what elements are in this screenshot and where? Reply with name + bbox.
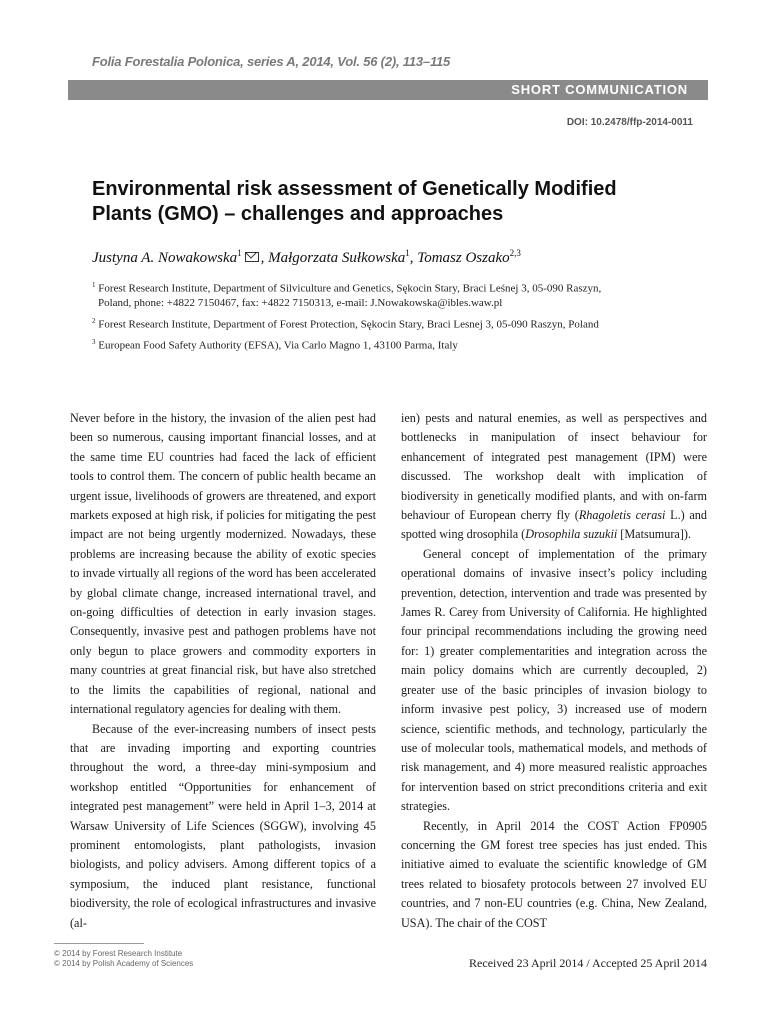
body-column-right bbox=[401, 409, 707, 933]
author-2-affil: 1 bbox=[405, 248, 410, 258]
paragraph: Because of the ever-increasing numbers of insect pests that are invading importing and exporting countries throughout the word, a three-day mini-symposium and workshop entitled “Opportunities for enhancement of integrated pest management” were held in April 1–3, 2014 at Warsaw University of Life Sciences (SGGW), involving 45 prominent entomologists, plant pathologists, invasion biologists, and policy advisers. Among different topics of a symposium, the induced plant resistance, functional biodiversity, the role of ecological infrastructures and invasive (al- bbox=[70, 721, 376, 930]
affiliation-3-line1: European Food Safety Authority (EFSA), Via Carlo Magno 1, 43100 Parma, Italy bbox=[98, 339, 458, 352]
author-1: Justyna A. Nowakowska bbox=[92, 250, 238, 266]
article-title bbox=[92, 177, 692, 227]
journal-citation: Folia Forestalia Polonica, series A, 2014, Vol. 56 (2), 113–115 bbox=[92, 54, 451, 69]
paragraph: Recently, in April 2014 the COST Action FP0905 concerning the GM forest tree species has just ended. This initiative aimed to evaluate the scientific knowledge of GM trees related to biosafety protocols between 27 involved EU countries, and 7 non-EU countries (e.g. China, New Zealand, USA). The chair of the COST bbox=[401, 818, 707, 930]
affiliation-1-line1: Forest Research Institute, Department of Silviculture and Genetics, Sękocin Stary, Braci Leśnej 3, 05-090 Raszyn, bbox=[98, 282, 602, 295]
footer-divider bbox=[54, 943, 144, 944]
received-dates: Received 23 April 2014 / Accepted 25 April 2014 bbox=[469, 956, 707, 970]
author-1-affil: 1 bbox=[237, 248, 242, 258]
envelope-icon[interactable] bbox=[245, 252, 259, 262]
affiliation-1 bbox=[92, 278, 601, 311]
copyright-2: © 2014 by Polish Academy of Sciences bbox=[54, 959, 194, 968]
affiliation-2-num: 2 bbox=[92, 317, 96, 325]
article-type-label: SHORT COMMUNICATION bbox=[511, 82, 688, 97]
author-3-affil: 2,3 bbox=[509, 248, 521, 258]
paragraph: General concept of implementation of the primary operational domains of invasive insect’s policy including prevention, detection, intervention and trade was presented by James R. Carey from University of California. He highlighted four principal recommendations including the growing need for: 1) greater complementarities and integration across the main policy domains which are currently decoupled, 2) greater use of the basic principles of invasion biology to inform invasive pest policy, 3) increased use of modern science, scientific methods, and technology, particularly the use of molecular tools, mathematical models, and methods of risk management, and 4) more measured realistic approaches for intervention based on strict preconditions criteria and exit strategies. bbox=[401, 546, 707, 814]
author-list bbox=[92, 248, 521, 267]
doi[interactable]: DOI: 10.2478/ffp-2014-0011 bbox=[566, 117, 693, 128]
section-banner bbox=[68, 80, 708, 100]
species-name: Drosophila suzukii bbox=[525, 527, 618, 542]
affiliation-3-num: 3 bbox=[92, 338, 96, 346]
affiliation-3 bbox=[92, 335, 458, 353]
affiliation-1-num: 1 bbox=[92, 281, 96, 289]
title-line-1: Environmental risk assessment of Genetically Modified bbox=[92, 178, 617, 200]
paragraph-text: ien) pests and natural enemies, as well as perspectives and bottlenecks in manipulation of insect behaviour for enhancement of integrated pest management (IPM) were discussed. The workshop dealt with implication of biodiversity in genetically modified plants, and with on-farm behaviour of European cherry fly ( bbox=[401, 411, 707, 523]
body-column-left bbox=[70, 409, 376, 933]
paragraph bbox=[401, 409, 707, 545]
affiliation-1-line2: Poland, phone: +4822 7150467, fax: +4822 7150313, e-mail: J.Nowakowska@ibles.waw.pl bbox=[98, 297, 503, 310]
paragraph: Never before in the history, the invasion of the alien pest had been so numerous, causing important financial losses, and at the same time EU countries had faced the lack of efficient tools to control them. The concern of public health became an urgent issue, livelihoods of growers are threatened, and export markets exposed at high risk, if policies for mitigating the pest impact are not being urgently modernized. Nowadays, these problems are increasing because the ability of exotic species to invade virtually all regions of the word has been accelerated by global climate change, increased international travel, and on-going difficulties of detection in early invasion stages. Consequently, invasive pest and pathogen problems have not only begun to place growers and commodity exporters in many countries at great financial risk, but have also stretched to the limits the capabilities of regional, national and international regulatory agencies for dealing with them. bbox=[70, 411, 376, 717]
author-3: , Tomasz Oszako bbox=[409, 250, 510, 266]
paragraph-text: L.) and spotted wing drosophila ( bbox=[401, 508, 707, 542]
affiliation-2-line1: Forest Research Institute, Department of Forest Protection, Sękocin Stary, Braci Lesnej 3, 05-090 Raszyn, Poland bbox=[98, 318, 599, 331]
affiliation-2 bbox=[92, 314, 599, 332]
title-line-2: Plants (GMO) – challenges and approaches bbox=[92, 203, 504, 225]
author-2: , Małgorzata Sułkowska bbox=[260, 250, 406, 266]
copyright-1: © 2014 by Forest Research Institute bbox=[54, 949, 183, 958]
paragraph-text: [Matsumura]). bbox=[617, 527, 691, 542]
species-name: Rhagoletis cerasi bbox=[578, 508, 666, 523]
